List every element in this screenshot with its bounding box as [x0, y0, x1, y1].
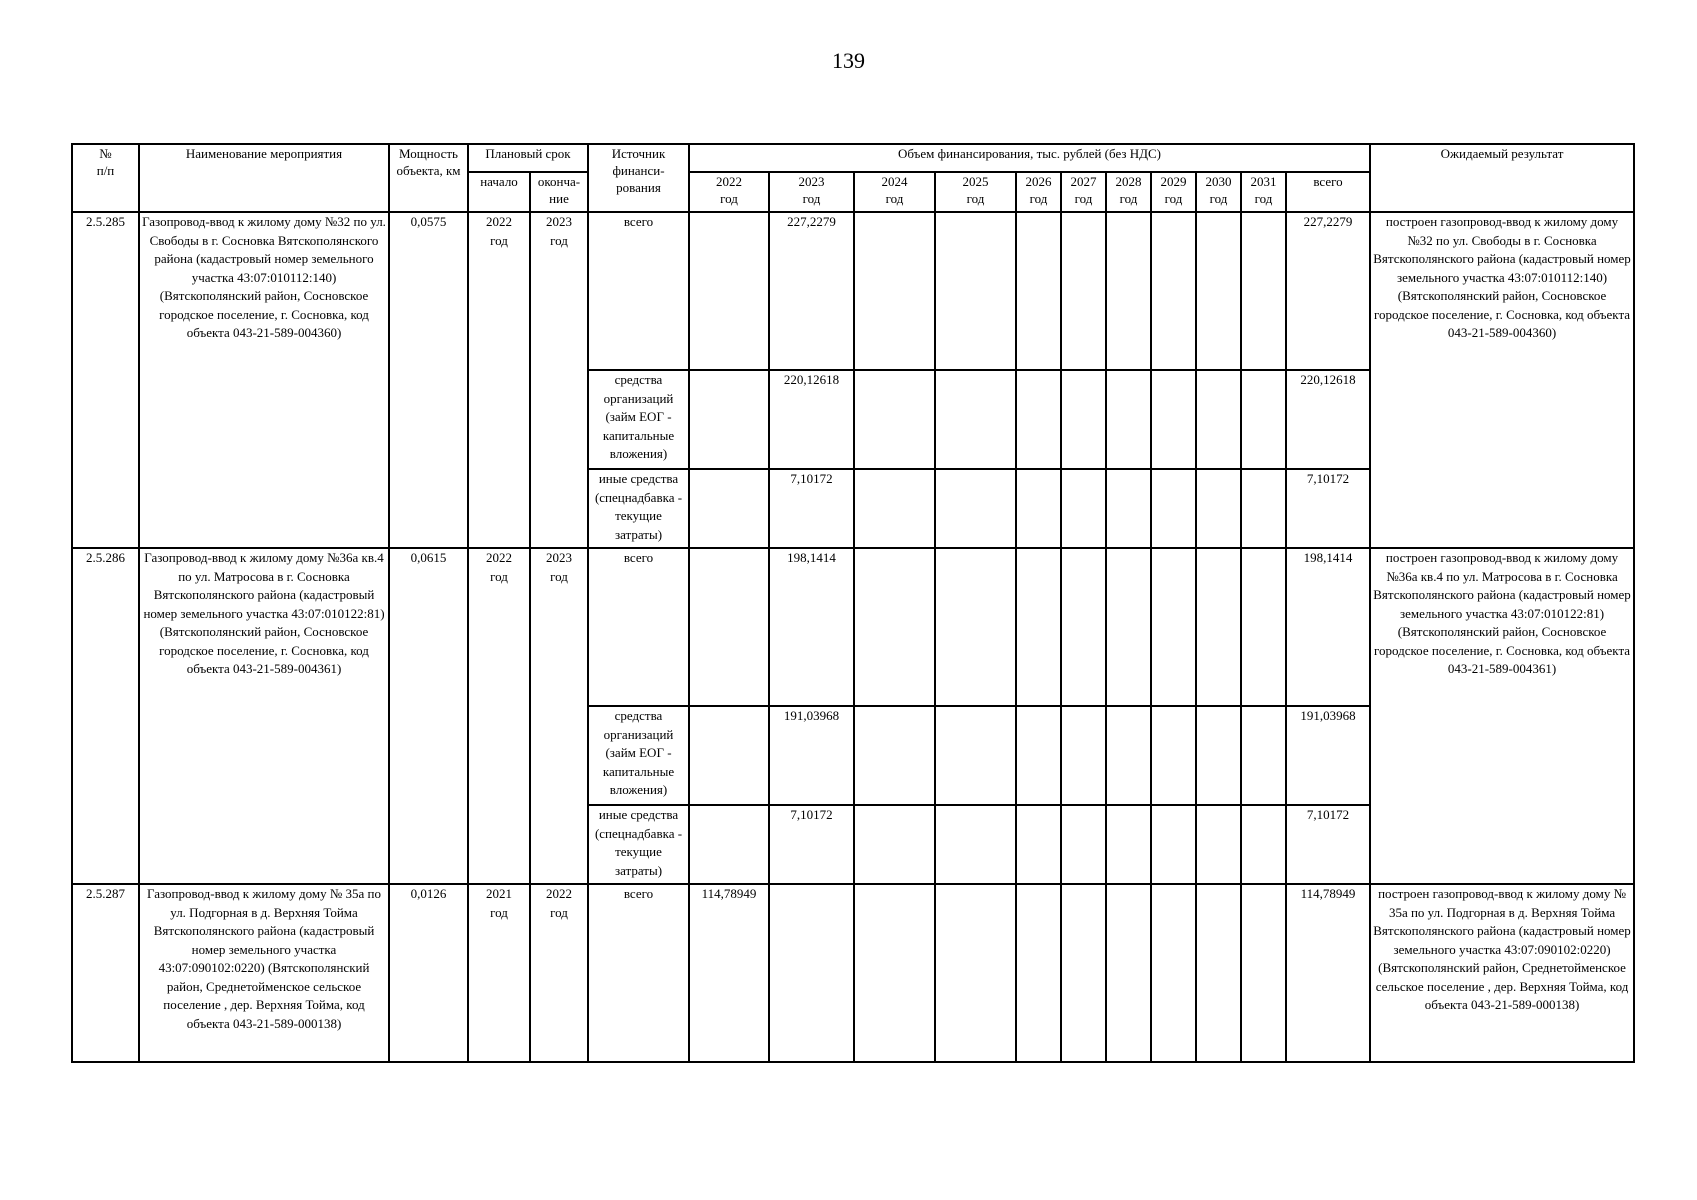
- page-number: 139: [832, 48, 865, 73]
- row-name: Газопровод-ввод к жилому дому № 35а по ул. Подгорная в д. Верхняя Тойма Вятскополянского района (кадастровый номер земельного участка 43:07:090102:0220) (Вятскополянский район, Среднетойменское сельское поселение , дер. Верхняя Тойма, код объекта 043-21-589-000138): [139, 884, 389, 1062]
- header-name: Наименование мероприятия: [139, 144, 389, 212]
- table-header: [72, 144, 1634, 212]
- value-total: 7,10172: [1286, 805, 1370, 884]
- source-label: всего: [588, 212, 689, 370]
- header-year-2027: 2027 год: [1061, 172, 1106, 212]
- source-label: всего: [588, 884, 689, 1062]
- header-year-2029: 2029 год: [1151, 172, 1196, 212]
- row-name: Газопровод-ввод к жилому дому №32 по ул. Свободы в г. Сосновка Вятскополянского района (кадастровый номер земельного участка 43:07:010112:140) (Вятскополянский район, Сосновское городское поселение, г. Сосновка, код объекта 043-21-589-004360): [139, 212, 389, 548]
- source-label: средства организаций (займ ЕОГ - капитальные вложения): [588, 706, 689, 805]
- header-year-2024: 2024 год: [854, 172, 935, 212]
- header-year-2026: 2026 год: [1016, 172, 1061, 212]
- value-2022: [689, 212, 769, 370]
- value-2023: 191,03968: [769, 706, 854, 805]
- row-start: 2022 год: [468, 212, 530, 548]
- value-total: 198,1414: [1286, 548, 1370, 706]
- value-2023: 7,10172: [769, 469, 854, 548]
- row-num: 2.5.285: [72, 212, 139, 548]
- source-label: средства организаций (займ ЕОГ - капитальные вложения): [588, 370, 689, 469]
- header-total: всего: [1286, 172, 1370, 212]
- value-2022: [689, 805, 769, 884]
- value-2022: [689, 548, 769, 706]
- row-num: 2.5.287: [72, 884, 139, 1062]
- row-capacity: 0,0575: [389, 212, 468, 548]
- table-row: [72, 884, 1634, 1062]
- table-row: [72, 212, 1634, 370]
- row-start: 2021 год: [468, 884, 530, 1062]
- header-result: Ожидаемый результат: [1370, 144, 1634, 212]
- value-2022: [689, 469, 769, 548]
- header-year-2025: 2025 год: [935, 172, 1016, 212]
- value-2023: 198,1414: [769, 548, 854, 706]
- value-total: 220,12618: [1286, 370, 1370, 469]
- row-capacity: 0,0615: [389, 548, 468, 884]
- value-total: 191,03968: [1286, 706, 1370, 805]
- value-2022: 114,78949: [689, 884, 769, 1062]
- value-total: 114,78949: [1286, 884, 1370, 1062]
- header-plan-term: Плановый срок: [468, 144, 588, 172]
- financing-table: [71, 143, 1635, 1063]
- row-end: 2022 год: [530, 884, 588, 1062]
- header-source: Источник финанси- рования: [588, 144, 689, 212]
- row-end: 2023 год: [530, 548, 588, 884]
- value-2023: 220,12618: [769, 370, 854, 469]
- row-capacity: 0,0126: [389, 884, 468, 1062]
- header-capacity: Мощность объекта, км: [389, 144, 468, 212]
- header-year-2030: 2030 год: [1196, 172, 1241, 212]
- value-2022: [689, 706, 769, 805]
- row-result: построен газопровод-ввод к жилому дому №32 по ул. Свободы в г. Сосновка Вятскополянского района (кадастровый номер земельного участка 43:07:010112:140) (Вятскополянский район, Сосновское городское поселение, г. Сосновка, код объекта 043-21-589-004360): [1370, 212, 1634, 548]
- header-num: № п/п: [72, 144, 139, 212]
- row-start: 2022 год: [468, 548, 530, 884]
- row-result: построен газопровод-ввод к жилому дому № 35а по ул. Подгорная в д. Верхняя Тойма Вятскополянского района (кадастровый номер земельного участка 43:07:090102:0220) (Вятскополянский район, Среднетойменское сельское поселение , дер. Верхняя Тойма, код объекта 043-21-589-000138): [1370, 884, 1634, 1062]
- value-2023: 227,2279: [769, 212, 854, 370]
- row-end: 2023 год: [530, 212, 588, 548]
- header-year-2028: 2028 год: [1106, 172, 1151, 212]
- value-total: 227,2279: [1286, 212, 1370, 370]
- value-total: 7,10172: [1286, 469, 1370, 548]
- source-label: всего: [588, 548, 689, 706]
- header-year-2023: 2023 год: [769, 172, 854, 212]
- header-start: начало: [468, 172, 530, 212]
- header-year-2022: 2022 год: [689, 172, 769, 212]
- header-year-2031: 2031 год: [1241, 172, 1286, 212]
- value-2022: [689, 370, 769, 469]
- source-label: иные средства (спецнадбавка - текущие затраты): [588, 805, 689, 884]
- table-row: [72, 548, 1634, 706]
- value-2023: 7,10172: [769, 805, 854, 884]
- header-funding: Объем финансирования, тыс. рублей (без НДС): [689, 144, 1370, 172]
- header-end: оконча- ние: [530, 172, 588, 212]
- source-label: иные средства (спецнадбавка - текущие затраты): [588, 469, 689, 548]
- value-2023: [769, 884, 854, 1062]
- row-result: построен газопровод-ввод к жилому дому №36а кв.4 по ул. Матросова в г. Сосновка Вятскополянского района (кадастровый номер земельного участка 43:07:010122:81) (Вятскополянский район, Сосновское городское поселение, г. Сосновка, код объекта 043-21-589-004361): [1370, 548, 1634, 884]
- row-name: Газопровод-ввод к жилому дому №36а кв.4 по ул. Матросова в г. Сосновка Вятскополянского района (кадастровый номер земельного участка 43:07:010122:81) (Вятскополянский район, Сосновское городское поселение, г. Сосновка, код объекта 043-21-589-004361): [139, 548, 389, 884]
- row-num: 2.5.286: [72, 548, 139, 884]
